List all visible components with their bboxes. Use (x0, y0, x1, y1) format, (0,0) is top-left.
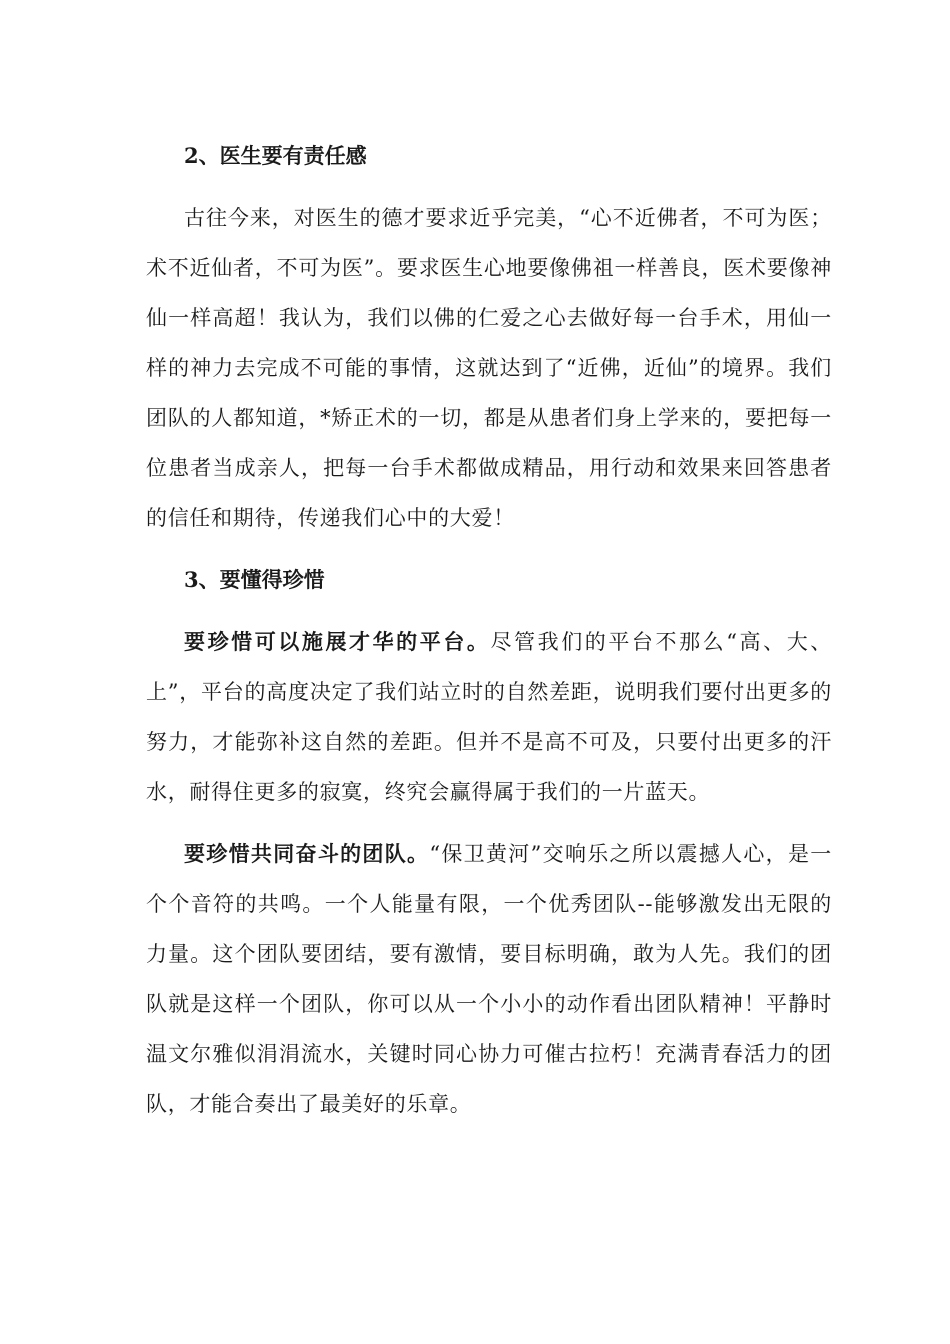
paragraph-lead-team: 要珍惜共同奋斗的团队。 (184, 841, 430, 866)
paragraph-responsibility: 古往今来，对医生的德才要求近乎完美，“心不近佛者，不可为医；术不近仙者，不可为医”。要求医生心地要像佛祖一样善良，医术要像神仙一样高超！我认为，我们以佛的仁爱之心去做好每一台手术，用仙一样的神力去完成不可能的事情，这就达到了“近佛，近仙”的境界。我们团队的人都知道，*矫正术的一切，都是从患者们身上学来的，要把每一位患者当成亲人，把每一台手术都做成精品，用行动和效果来回答患者的信任和期待，传递我们心中的大爱！ (146, 206, 832, 530)
document-body (146, 131, 832, 1141)
section-heading-cherish: 3、要懂得珍惜 (184, 567, 325, 592)
paragraph-cherish-team (146, 829, 832, 1129)
paragraph-lead-platform: 要珍惜可以施展才华的平台。 (184, 629, 491, 654)
paragraph-body-team: “保卫黄河”交响乐之所以震撼人心，是一个个音符的共鸣。一个人能量有限，一个优秀团队--能够激发出无限的力量。这个团队要团结，要有激情，要目标明确，敢为人先。我们的团队就是这样一个团队，你可以从一个小小的动作看出团队精神！平静时温文尔雅似涓涓流水，关键时同心协力可催古拉朽！充满青春活力的团队，才能合奏出了最美好的乐章。 (146, 842, 832, 1116)
section-heading-responsibility: 2、医生要有责任感 (184, 143, 367, 168)
paragraph-cherish-platform (146, 617, 832, 817)
paragraph-body-platform: 尽管我们的平台不那么“高、大、上”，平台的高度决定了我们站立时的自然差距，说明我们要付出更多的努力，才能弥补这自然的差距。但并不是高不可及，只要付出更多的汗水，耐得住更多的寂寞，终究会赢得属于我们的一片蓝天。 (146, 630, 832, 804)
